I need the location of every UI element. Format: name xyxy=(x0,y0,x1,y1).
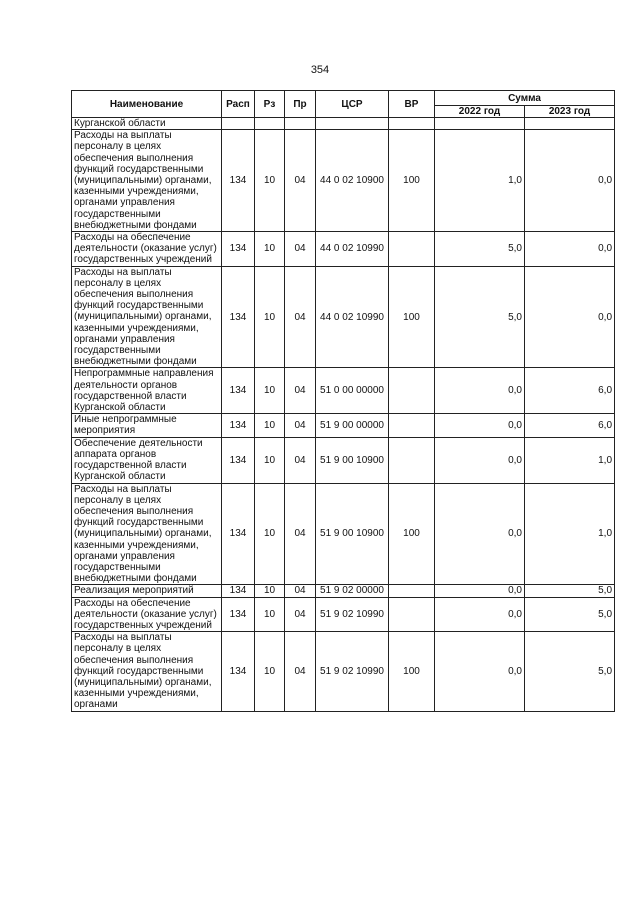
cell-rasp: 134 xyxy=(222,437,255,483)
table-row xyxy=(72,130,615,232)
cell-vr xyxy=(389,597,435,632)
header-name: Наименование xyxy=(72,91,222,118)
header-row xyxy=(72,91,615,106)
cell-name: Расходы на выплаты персоналу в целях обеспечения выполнения функций государственными (муниципальными) органами, казенными учреждениями, органами управления государственными внебюджетными фондами xyxy=(72,483,222,585)
cell-vr xyxy=(389,118,435,130)
header-2022: 2022 год xyxy=(435,106,525,118)
cell-2022: 1,0 xyxy=(435,130,525,232)
cell-2023: 6,0 xyxy=(525,368,615,414)
cell-2022: 0,0 xyxy=(435,414,525,437)
cell-rz: 10 xyxy=(255,585,285,597)
cell-2022: 5,0 xyxy=(435,266,525,368)
cell-2023: 0,0 xyxy=(525,266,615,368)
cell-rz: 10 xyxy=(255,266,285,368)
cell-2023: 5,0 xyxy=(525,632,615,711)
cell-csr: 51 9 02 10990 xyxy=(316,632,389,711)
cell-rz: 10 xyxy=(255,483,285,585)
cell-2022: 0,0 xyxy=(435,437,525,483)
cell-2023 xyxy=(525,118,615,130)
budget-table xyxy=(71,90,615,712)
cell-csr: 51 9 02 10990 xyxy=(316,597,389,632)
cell-pr: 04 xyxy=(285,266,316,368)
cell-rasp: 134 xyxy=(222,483,255,585)
table-row xyxy=(72,118,615,130)
cell-2023: 5,0 xyxy=(525,597,615,632)
cell-rz: 10 xyxy=(255,597,285,632)
page-number: 354 xyxy=(310,64,330,76)
header-vr: ВР xyxy=(389,91,435,118)
cell-vr xyxy=(389,585,435,597)
cell-2022: 0,0 xyxy=(435,597,525,632)
cell-rasp: 134 xyxy=(222,632,255,711)
cell-rz: 10 xyxy=(255,414,285,437)
table-row xyxy=(72,437,615,483)
table-row xyxy=(72,232,615,267)
cell-rz: 10 xyxy=(255,632,285,711)
cell-pr: 04 xyxy=(285,232,316,267)
cell-name: Расходы на выплаты персоналу в целях обеспечения выполнения функций государственными (муниципальными) органами, казенными учреждениями, органами xyxy=(72,632,222,711)
table-row xyxy=(72,597,615,632)
cell-2022: 0,0 xyxy=(435,368,525,414)
cell-2023: 1,0 xyxy=(525,483,615,585)
cell-csr: 51 9 00 10900 xyxy=(316,437,389,483)
cell-vr: 100 xyxy=(389,130,435,232)
cell-2022: 0,0 xyxy=(435,585,525,597)
cell-rasp: 134 xyxy=(222,232,255,267)
cell-csr: 44 0 02 10900 xyxy=(316,130,389,232)
cell-pr: 04 xyxy=(285,437,316,483)
cell-pr: 04 xyxy=(285,368,316,414)
cell-vr: 100 xyxy=(389,483,435,585)
header-rasp: Расп xyxy=(222,91,255,118)
header-csr: ЦСР xyxy=(316,91,389,118)
cell-vr: 100 xyxy=(389,266,435,368)
table-row xyxy=(72,414,615,437)
cell-name: Непрограммные направления деятельности органов государственной власти Курганской области xyxy=(72,368,222,414)
cell-vr xyxy=(389,414,435,437)
cell-rasp: 134 xyxy=(222,130,255,232)
cell-vr xyxy=(389,232,435,267)
cell-csr: 51 9 00 10900 xyxy=(316,483,389,585)
cell-vr xyxy=(389,368,435,414)
cell-pr: 04 xyxy=(285,414,316,437)
cell-rasp: 134 xyxy=(222,368,255,414)
header-2023: 2023 год xyxy=(525,106,615,118)
table-row xyxy=(72,368,615,414)
cell-name: Расходы на выплаты персоналу в целях обеспечения выполнения функций государственными (муниципальными) органами, казенными учреждениями, органами управления государственными внебюджетными фондами xyxy=(72,266,222,368)
cell-name: Курганской области xyxy=(72,118,222,130)
cell-pr: 04 xyxy=(285,597,316,632)
table-row xyxy=(72,632,615,711)
cell-name: Расходы на обеспечение деятельности (оказание услуг) государственных учреждений xyxy=(72,232,222,267)
cell-csr: 51 0 00 00000 xyxy=(316,368,389,414)
cell-vr xyxy=(389,437,435,483)
cell-pr: 04 xyxy=(285,483,316,585)
header-rz: Рз xyxy=(255,91,285,118)
cell-name: Расходы на выплаты персоналу в целях обеспечения выполнения функций государственными (муниципальными) органами, казенными учреждениями, органами управления государственными внебюджетными фондами xyxy=(72,130,222,232)
header-sum: Сумма xyxy=(435,91,615,106)
table-body xyxy=(72,118,615,712)
cell-rasp: 134 xyxy=(222,414,255,437)
cell-pr xyxy=(285,118,316,130)
cell-2023: 5,0 xyxy=(525,585,615,597)
cell-rz: 10 xyxy=(255,130,285,232)
cell-2023: 1,0 xyxy=(525,437,615,483)
cell-2022 xyxy=(435,118,525,130)
cell-name: Обеспечение деятельности аппарата органов государственной власти Курганской области xyxy=(72,437,222,483)
cell-2022: 5,0 xyxy=(435,232,525,267)
cell-2022: 0,0 xyxy=(435,632,525,711)
cell-rz xyxy=(255,118,285,130)
cell-2023: 0,0 xyxy=(525,232,615,267)
cell-pr: 04 xyxy=(285,130,316,232)
cell-rasp: 134 xyxy=(222,597,255,632)
cell-vr: 100 xyxy=(389,632,435,711)
cell-pr: 04 xyxy=(285,632,316,711)
cell-rasp: 134 xyxy=(222,585,255,597)
cell-rz: 10 xyxy=(255,437,285,483)
cell-2022: 0,0 xyxy=(435,483,525,585)
cell-rasp xyxy=(222,118,255,130)
cell-csr: 51 9 02 00000 xyxy=(316,585,389,597)
cell-name: Иные непрограммные мероприятия xyxy=(72,414,222,437)
table-row xyxy=(72,585,615,597)
cell-csr: 44 0 02 10990 xyxy=(316,232,389,267)
header-pr: Пр xyxy=(285,91,316,118)
cell-name: Реализация мероприятий xyxy=(72,585,222,597)
cell-2023: 6,0 xyxy=(525,414,615,437)
table-row xyxy=(72,483,615,585)
table-row xyxy=(72,266,615,368)
cell-rasp: 134 xyxy=(222,266,255,368)
cell-rz: 10 xyxy=(255,368,285,414)
cell-rz: 10 xyxy=(255,232,285,267)
cell-csr: 51 9 00 00000 xyxy=(316,414,389,437)
cell-csr xyxy=(316,118,389,130)
cell-name: Расходы на обеспечение деятельности (оказание услуг) государственных учреждений xyxy=(72,597,222,632)
cell-pr: 04 xyxy=(285,585,316,597)
cell-csr: 44 0 02 10990 xyxy=(316,266,389,368)
cell-2023: 0,0 xyxy=(525,130,615,232)
